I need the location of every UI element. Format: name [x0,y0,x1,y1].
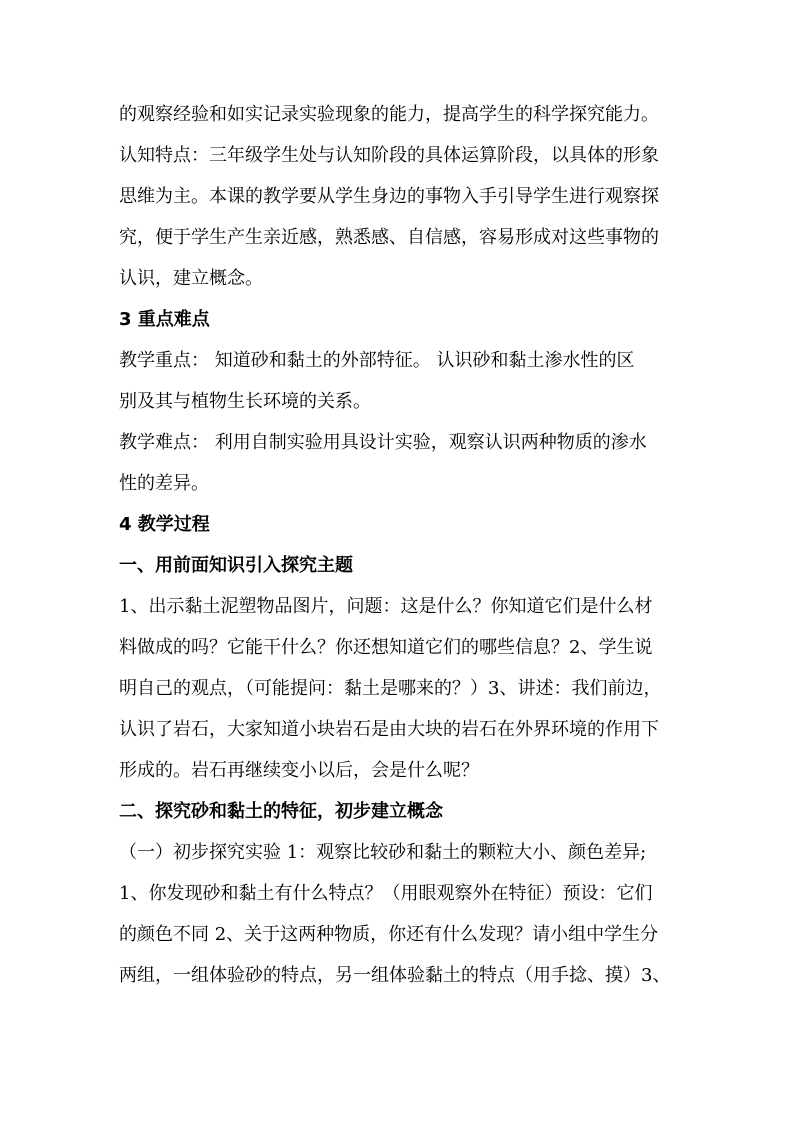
document-body [119,94,679,996]
body-line: 形成的。岩石再继续变小以后，会是什么呢？ [119,760,479,781]
body-line: 思维为主。本课的教学要从学生身边的事物入手引导学生进行观察探 [119,186,659,207]
body-line: 教学重点： 知道砂和黏土的外部特征。 认识砂和黏土渗水性的区 [119,350,635,371]
section-heading: 3 重点难点 [119,309,210,330]
body-line: 认知特点：三年级学生处与认知阶段的具体运算阶段，以具体的形象 [119,145,659,166]
subsection-heading: 二、探究砂和黏土的特征，初步建立概念 [119,801,443,822]
body-line: 明自己的观点，（可能提问：黏土是哪来的？）3、讲述：我们前边， [119,678,662,699]
body-line: 性的差异。 [119,473,209,494]
body-line: （一）初步探究实验 1：观察比较砂和黏土的颗粒大小、颜色差异; [119,842,647,863]
body-line: 的观察经验和如实记录实验现象的能力，提高学生的科学探究能力。 [119,104,659,125]
body-line: 认识了岩石，大家知道小块岩石是由大块的岩石在外界环境的作用下 [119,719,659,740]
body-line: 两组，一组体验砂的特点，另一组体验黏土的特点（用手捻、摸）3、 [119,965,671,986]
body-line: 教学难点： 利用自制实验用具设计实验，观察认识两种物质的渗水 [119,432,647,453]
body-line: 的颜色不同 2、关于这两种物质，你还有什么发现？请小组中学生分 [119,924,659,945]
body-line: 究，便于学生产生亲近感，熟悉感、自信感，容易形成对这些事物的 [119,227,659,248]
subsection-heading: 一、用前面知识引入探究主题 [119,555,353,576]
body-line: 别及其与植物生长环境的关系。 [119,391,371,412]
body-line: 1、出示黏土泥塑物品图片，问题：这是什么？你知道它们是什么材 [119,596,653,617]
body-line: 1、你发现砂和黏土有什么特点？（用眼观察外在特征）预设：它们 [119,883,653,904]
section-heading: 4 教学过程 [119,514,210,535]
body-line: 认识，建立概念。 [119,268,263,289]
body-line: 料做成的吗？它能干什么？你还想知道它们的哪些信息？2、学生说 [119,637,653,658]
